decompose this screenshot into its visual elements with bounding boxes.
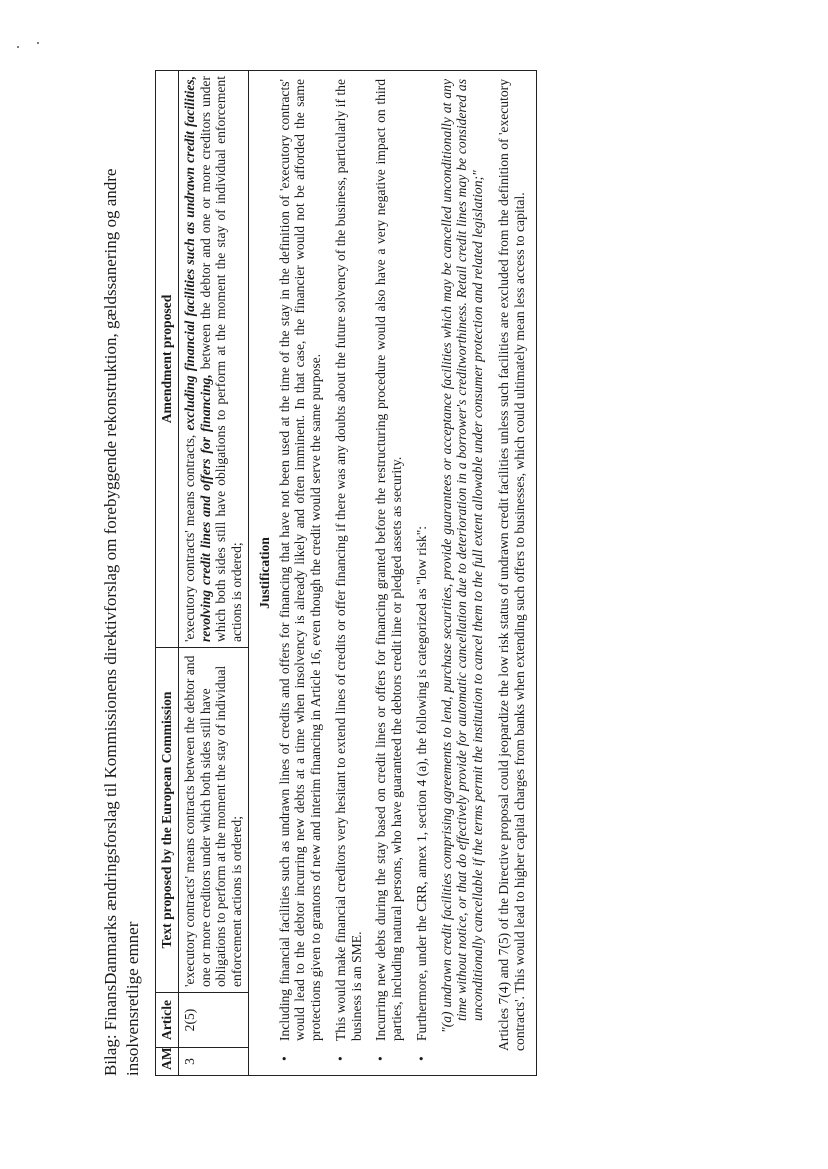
amendment-text-emphasis: excluding financial facilities such as undrawn credit facilities, revolving credit lines and offers for financing,: [181, 76, 213, 642]
header-amendment: Amendment proposed: [156, 71, 179, 648]
table-header-row: [156, 71, 179, 1076]
cell-am-number: 3: [178, 1048, 248, 1076]
justification-row: [248, 71, 536, 1076]
justification-closing: Articles 7(4) and 7(5) of the Directive proposal could jeopardize the low risk status of undrawn credit facilities unless such facilities are excluded from the definition of 'executory contracts'. This would lead to higher capital charges from banks when extending such offers to businesses, which could ultimately mean less access to capital.: [496, 79, 527, 1051]
crr-quote: "(a) undrawn credit facilities comprising agreements to lend, purchase securities, provide guarantees or acceptance facilities which may be cancelled unconditionally at any time without notice, or that do effectively provide for automatic cancellation due to deterioration in a borrower's creditworthiness. Retail credit lines may be considered as unconditionally cancellable if the terms permit the institution to cancel them to the full extent allowable under consumer protection and related legislation;": [438, 79, 486, 1033]
justification-bullet-1: • Including financial facilities such as undrawn lines of credits and offers for financing that have not been used at the time of the stay in the definition of 'executory contracts' would lead to the debtor incurring new debts at a time when insolvency is already likely and often imminent. In that case, the financier would not be afforded the same protections given to grantors of new and interim financing in Article 16, even though the credit would serve the same purpose.: [277, 79, 324, 1067]
justification-cell: [248, 71, 536, 1076]
header-article: Article: [156, 993, 179, 1048]
document-header-line-1: Bilag: FinansDanmarks ændringsforslag til Kommissionens direktivforslag om forebyggende rekonstruktion, gældssanering og andre: [101, 168, 120, 1076]
cell-amendment-text: [178, 71, 248, 648]
justification-bullet-3: • Incurring new debts during the stay based on credit lines or offers for financing granted before the restructuring procedure would also have a very negative impact on third parties, including natural persons, who have guaranteed the debtors credit line or pledged assets as security.: [373, 79, 405, 1067]
cell-commission-text: 'executory contracts' means contracts between the debtor and one or more creditors under which both sides still have obligations to perform at the moment the stay of individual enforcement actions is ordered;: [178, 648, 248, 993]
scan-speck: [17, 46, 19, 48]
scan-speck: [37, 42, 39, 44]
table-row: [178, 71, 248, 1076]
header-am: AM: [156, 1048, 179, 1076]
justification-bullet-2: • This would make financial creditors very hesitant to extend lines of credits or offer financing if there was any doubts about the future solvency of the business, particularly if the business is an SME.: [333, 79, 365, 1067]
justification-title: Justification: [256, 537, 272, 609]
amendment-table: [155, 70, 537, 1076]
justification-bullet-4: • Furthermore, under the CRR, annex 1, section 4 (a), the following is categorized as "low risk":: [414, 79, 430, 1067]
header-commission-text: Text proposed by the European Commission: [156, 648, 179, 993]
amendment-text-pre: 'executory contracts' means contracts,: [181, 430, 197, 642]
amendment-text-post: between the debtor and one or more creditors under which both sides still have obligations to perform at the moment the stay of individual enforcement actions is ordered;: [197, 76, 245, 642]
rotated-document-page: [89, 36, 769, 1076]
document-header-line-2: insolvensretlige emner: [123, 921, 142, 1076]
cell-article-number: 2(5): [178, 993, 248, 1048]
